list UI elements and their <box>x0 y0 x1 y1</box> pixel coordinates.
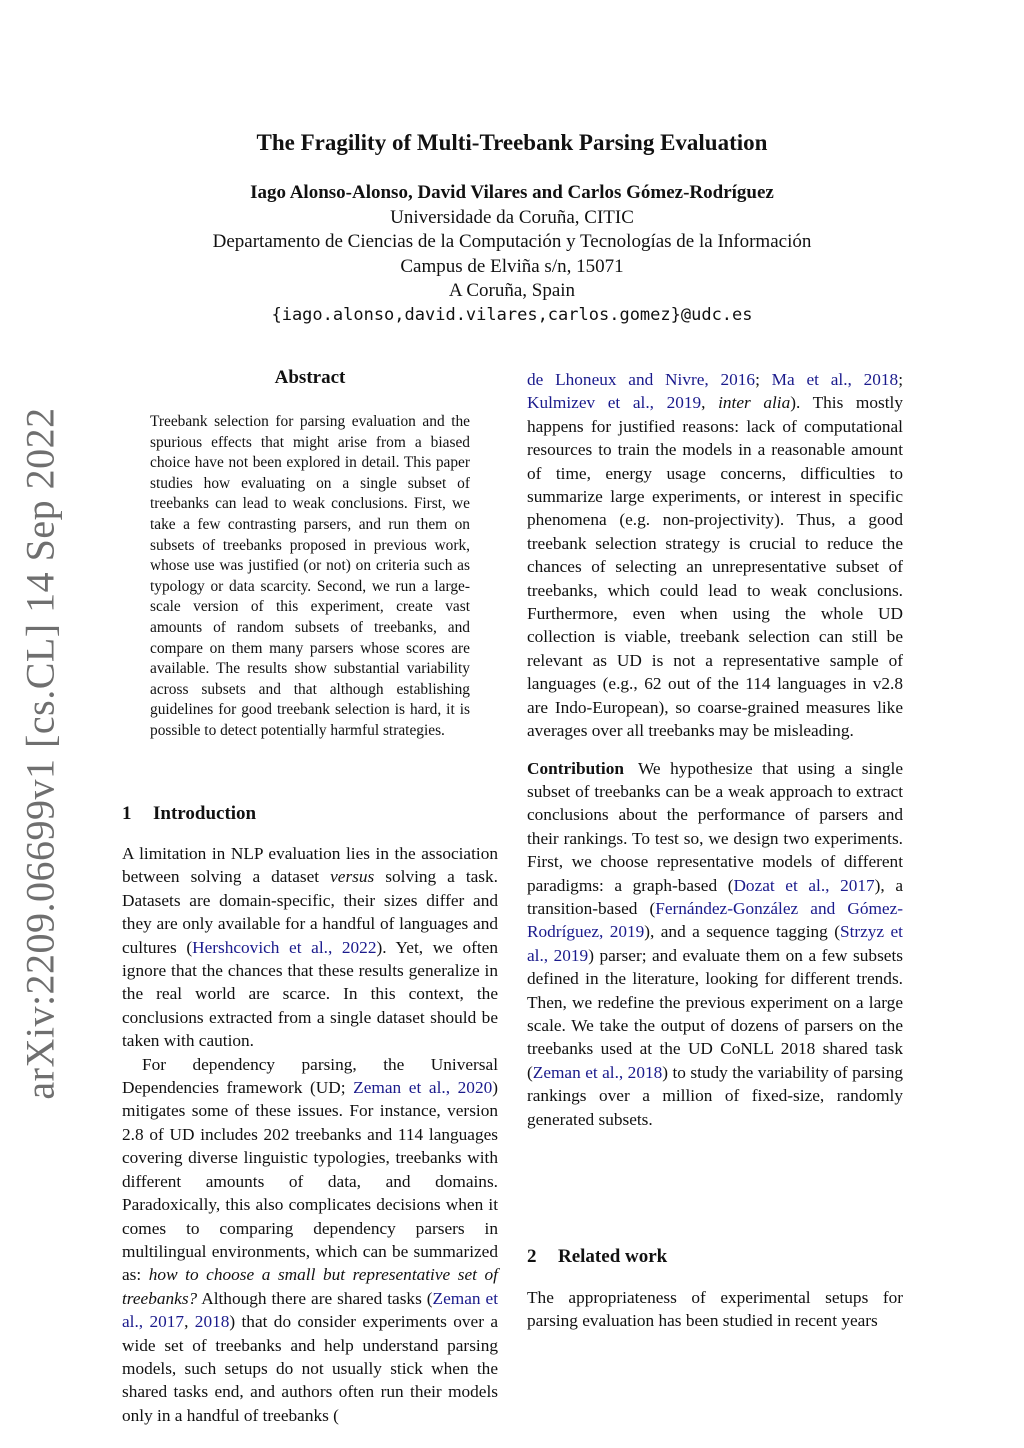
citation-link[interactable]: de Lhoneux and Nivre, 2016 <box>527 370 756 389</box>
contribution-heading: Contribution <box>527 758 624 778</box>
section-heading-introduction <box>122 803 256 825</box>
citation-link[interactable]: Strzyz et al., 2019 <box>527 922 903 965</box>
citation-link[interactable]: Zeman et al., 2017 <box>122 1288 498 1332</box>
related-work-text: The appropriateness of experimental setups for parsing evaluation has been studied in recent years <box>527 1288 903 1331</box>
section-number: 2 <box>527 1246 537 1267</box>
citation-link[interactable]: 2018 <box>194 1312 230 1332</box>
section-title: Introduction <box>153 803 257 824</box>
citation-link[interactable]: Ma et al., 2018 <box>771 370 899 389</box>
right-column-body <box>527 368 903 1131</box>
citation-link[interactable]: Zeman et al., 2020 <box>353 1078 493 1098</box>
section-number: 1 <box>122 803 132 824</box>
contribution-paragraph: Contribution We hypothesize that using a single subset of treebanks can be a weak approach to extract conclusions about the performance of parsers and their rankings. To test so, we design two experiments. First, we choose representative models of different paradigms: a graph-based (Dozat et al., 2017), a transition-based (Fernández-González and Gómez-Rodríguez, 2019), and a sequence tagging (Strzyz et al., 2019) parser; and evaluate them on a few subsets defined in the literature, looking for different trends. Then, we redefine the previous experiment on a large scale. We take the output of dozens of parsers on the treebanks used at the UD CoNLL 2018 shared task (Zeman et al., 2018) to study the variability of parsing rankings over a million of fixed-size, randomly generated subsets. <box>527 758 903 1129</box>
citation-link[interactable]: Hershcovich et al., 2022 <box>192 937 377 957</box>
citation-link[interactable]: Kulmizev et al., 2019 <box>527 393 702 413</box>
affiliation-line: Universidade da Coruña, CITIC <box>390 207 634 228</box>
affiliation-line: Departamento de Ciencias de la Computación y Tecnologías de la Información <box>212 231 812 252</box>
citation-link[interactable]: Zeman et al., 2018 <box>532 1062 663 1082</box>
intro-paragraph-2-part-1: For dependency parsing, the Universal Dependencies framework (UD; Zeman et al., 2020) mitigates some of these issues. For instance, version 2.8 of UD includes 202 treebanks and 114 languages covering diverse linguistic typologies, treebanks with different amounts of data, and domains. Paradoxically, this also complicates decisions when it comes to comparing dependency parsers in multilingual environments, which can be summarized as: how to choose a small but representative set of treebanks? Although there are shared tasks (Zeman et al., 2017, 2018) that do consider experiments over a wide set of treebanks and help understand parsing models, such setups do not usually stick when the shared tasks end, and authors often run their models only in a handful of treebanks ( <box>122 1054 499 1425</box>
section-heading-related-work <box>527 1246 667 1268</box>
paper-authors: Iago Alonso-Alonso, David Vilares and Carlos Gómez-Rodríguez <box>250 182 774 203</box>
left-column-body <box>122 842 499 1425</box>
citation-link[interactable]: Fernández-González and Gómez-Rodríguez, 2019 <box>527 898 903 942</box>
affiliation-line: A Coruña, Spain <box>448 280 576 301</box>
affiliation-line: Campus de Elviña s/n, 15071 <box>400 256 624 277</box>
intro-paragraph-1: A limitation in NLP evaluation lies in the association between solving a dataset versus solving a task. Datasets are domain-specific, their sizes differ and they are only available for a handful of languages and cultures (Hershcovich et al., 2022). Yet, we often ignore that the chances that these results generalize in the real world are scarce. In this context, the conclusions extracted from a single dataset should be taken with caution. <box>122 844 498 1051</box>
arxiv-sidebar-stamp <box>10 406 70 1100</box>
abstract-heading: Abstract <box>274 367 346 388</box>
author-emails: {iago.alonso,david.vilares,carlos.gomez}@udc.es <box>271 305 753 325</box>
citation-link[interactable]: Dozat et al., 2017 <box>733 875 875 895</box>
paper-title: The Fragility of Multi-Treebank Parsing Evaluation <box>256 130 768 155</box>
arxiv-identifier: arXiv:2209.06699v1 [cs.CL] 14 Sep 2022 <box>17 406 63 1100</box>
intro-paragraph-2-continued: de Lhoneux and Nivre, 2016; Ma et al., 2018; Kulmizev et al., 2019, inter alia). This mostly happens for justified reasons: lack of computational resources to train the models in a reasonable amount of time, energy usage concerns, difficulties to summarize large experiments, or interest in specific phenomena (e.g. non-projectivity). Thus, a good treebank selection strategy is crucial to reduce the chances of selecting an unrepresentative subset of treebanks, which could lead to weak conclusions. Furthermore, even when using the whole UD collection is viable, treebank selection can still be relevant as UD is not a representative sample of languages (e.g., 62 out of the 114 languages in v2.8 are Indo-European), so coarse-grained measures like averages over all treebanks may be misleading. <box>527 370 904 741</box>
section-title: Related work <box>558 1246 668 1267</box>
abstract-text: Treebank selection for parsing evaluation and the spurious effects that might arise from a biased choice have not been explored in detail. This paper studies how evaluating on a single subset of treebanks can lead to weak conclusions. First, we take a few contrasting parsers, and run them on subsets of treebanks proposed in previous work, whose use was justified (or not) on criteria such as typology or data scarcity. Second, we run a large-scale version of this experiment, create vast amounts of random subsets of treebanks, and compare on them many parsers whose scores are available. The results show substantial variability across subsets and that although establishing guidelines for good treebank selection is hard, it is possible to detect potentially harmful strategies. <box>150 413 470 739</box>
